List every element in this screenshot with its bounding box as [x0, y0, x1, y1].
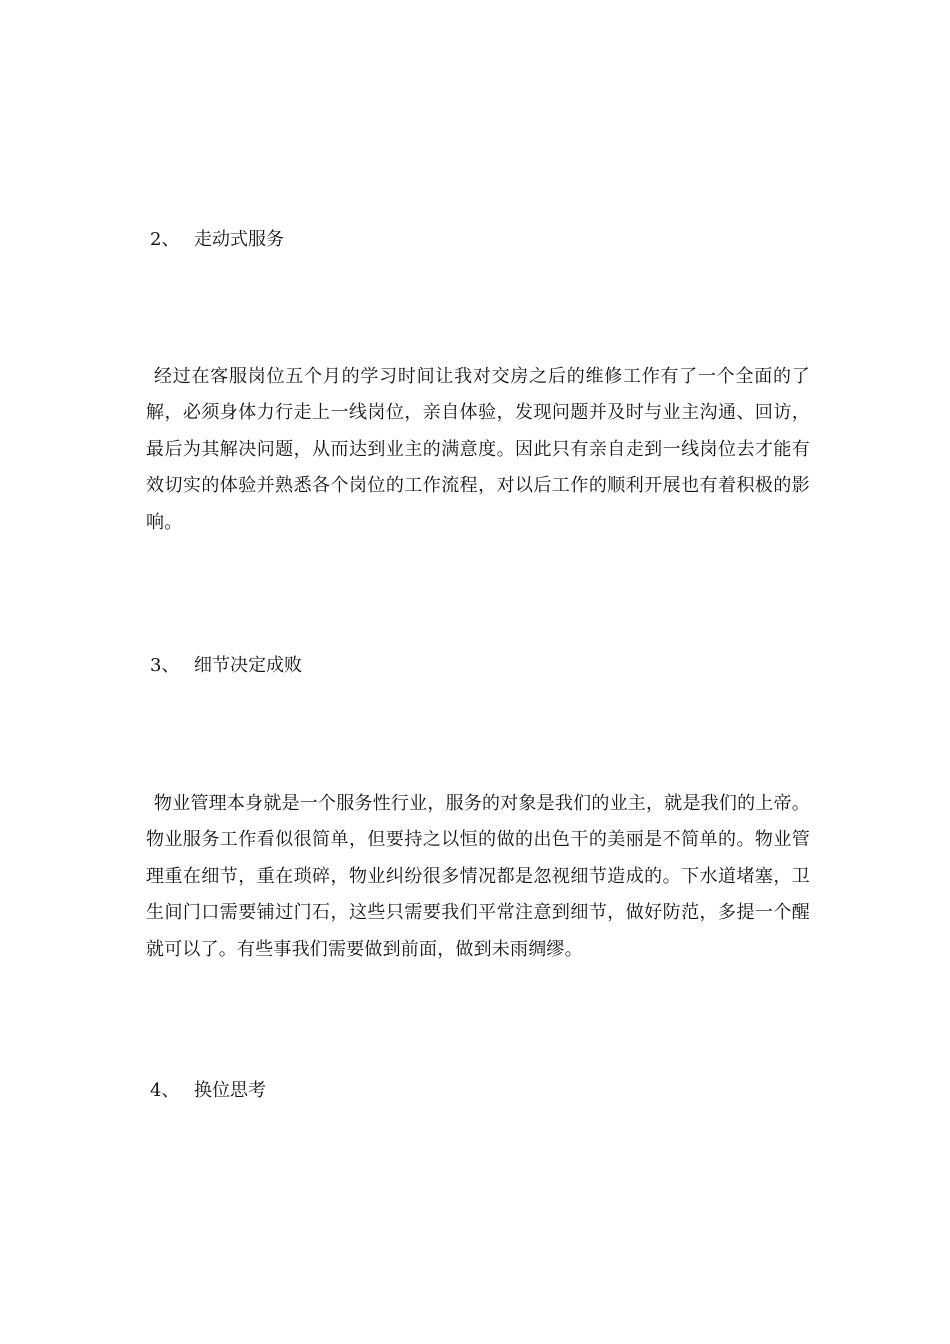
section-paragraph: 经过在客服岗位五个月的学习时间让我对交房之后的维修工作有了一个全面的了解，必须身体力行走上一线岗位，亲自体验，发现问题并及时与业主沟通、回访，最后为其解决问题，从而达到业主的满意度。因此只有亲自走到一线岗位去才能有效切实的体验并熟悉各个岗位的工作流程，对以后工作的顺利开展也有着积极的影响。	[146, 366, 810, 533]
section-heading	[150, 228, 284, 252]
section-title: 换位思考	[194, 1080, 266, 1101]
section-heading	[150, 654, 302, 678]
section-paragraph: 物业管理本身就是一个服务性行业，服务的对象是我们的业主，就是我们的上帝。物业服务工作看似很简单，但要持之以恒的做的出色干的美丽是不简单的。物业管理重在细节，重在琐碎，物业纠纷很多情况都是忽视细节造成的。下水道堵塞，卫生间门口需要铺过门石，这些只需要我们平常注意到细节，做好防范，多提一个醒就可以了。有些事我们需要做到前面，做到未雨绸缪。	[146, 793, 810, 960]
section-title: 细节决定成败	[194, 655, 302, 676]
section-number: 2、	[150, 229, 180, 250]
section-heading	[150, 1079, 266, 1103]
section-title: 走动式服务	[194, 229, 284, 250]
section-number: 4、	[150, 1080, 180, 1101]
section-number: 3、	[150, 655, 180, 676]
